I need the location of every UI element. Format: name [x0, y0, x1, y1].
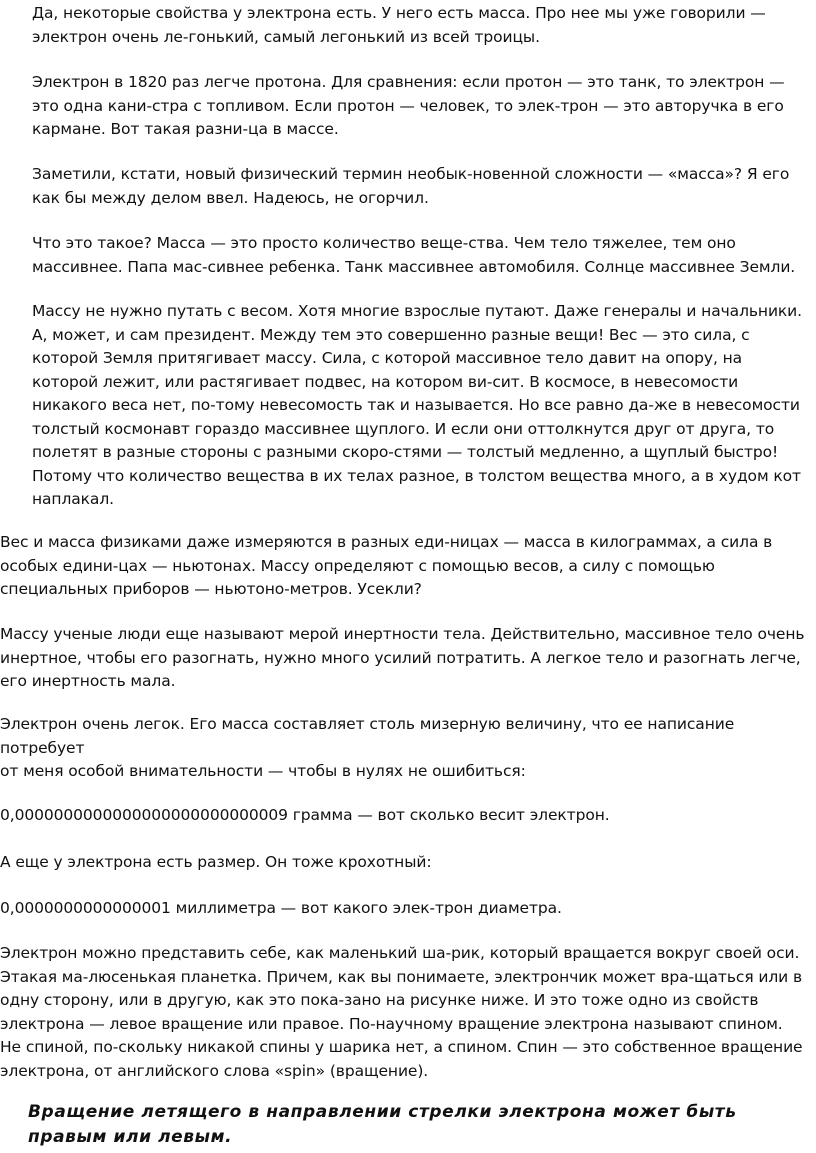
paragraph-mass-term: [32, 163, 792, 210]
paragraph-electron-mass-value: [0, 804, 790, 828]
text-line: полетят в разные стороны с разными скоро-стями — толстый медленно, а щуплый быстро!: [32, 443, 779, 461]
text-line: как бы между делом ввел. Надеюсь, не огорчил.: [32, 188, 429, 207]
text-line: специальных приборов — ньютоно-метров. Усекли?: [0, 580, 422, 598]
text-line: никакого веса нет, по-тому невесомость так и называется. Но все равно да-же в невесомости: [32, 396, 800, 414]
paragraph-proton-comparison: [32, 71, 792, 142]
text-line: Что это такое? Масса — это просто количество веще-ства. Чем тело тяжелее, тем оно: [32, 234, 736, 252]
text-line: Потому что количество вещества в их телах разное, в толстом вещества много, а в худом кот: [32, 466, 801, 485]
text-line: одну сторону, или в другую, как это пока-зано на рисунке ниже. И это тоже одно из свойств: [0, 991, 759, 1009]
paragraph-mass-vs-weight: [32, 300, 802, 512]
text-line: Этакая ма-люсенькая планетка. Причем, как вы понимаете, электрончик может вра-щаться или в: [0, 967, 802, 986]
text-line: Электрон очень легок. Его масса составляет столь мизерную величину, что ее написание: [0, 715, 735, 733]
text-line: это одна кани-стра с топливом. Если протон — человек, то элек-трон — это авторучка в его: [32, 96, 784, 115]
text-line: 0,0000000000000000000000000009 грамма — вот сколько весит электрон.: [0, 806, 610, 824]
text-line: электрон очень ле-гонький, самый легонький из всей троицы.: [32, 27, 540, 46]
paragraph-electron-diameter-value: [0, 897, 790, 921]
figure-caption: Вращение летящего в направлении стрелки электрона может быть правым или левым.: [28, 1102, 737, 1147]
text-line: 0,0000000000000001 миллиметра — вот какого элек-трон диаметра.: [0, 899, 562, 917]
paragraph-inertia: [0, 623, 805, 694]
text-line: Не спиной, по-скольку никакой спины у шарика нет, а спином. Спин — это собственное вращение: [0, 1038, 803, 1056]
text-line: Массу не нужно путать с весом. Хотя многие взрослые путают. Даже генералы и начальники.: [32, 302, 802, 320]
text-line: Электрон в 1820 раз легче протона. Для сравнения: если протон — это танк, то электрон —: [32, 73, 785, 91]
text-line: особых едини-цах — ньютонах. Массу определяют с помощью весов, а силу с помощью: [0, 556, 715, 575]
paragraph-mass-definition: [32, 232, 796, 279]
paragraph-electron-size: [0, 851, 790, 875]
text-line: Заметили, кстати, новый физический термин необык-новенной сложности — «масса»? Я его: [32, 165, 790, 183]
paragraph-spin: [0, 942, 803, 1083]
text-line: Да, некоторые свойства у электрона есть. У него есть масса. Про нее мы уже говорили —: [32, 4, 766, 22]
text-line: электрона — левое вращение или правое. По-научному вращение электрона называют спином.: [0, 1014, 783, 1033]
text-line: Вес и масса физиками даже измеряются в разных еди-ницах — масса в килограммах, а сила в: [0, 533, 773, 551]
text-line: А, может, и сам президент. Между тем это совершенно разные вещи! Вес — это сила, с: [32, 325, 750, 344]
paragraph-units: [0, 531, 790, 602]
text-line: А еще у электрона есть размер. Он тоже крохотный:: [0, 853, 432, 871]
text-line: Электрон можно представить себе, как маленький ша-рик, который вращается вокруг своей оси.: [0, 944, 800, 962]
text-line: инертное, чтобы его разогнать, нужно много усилий потратить. А легкое тело и разогнать легче,: [0, 648, 801, 667]
text-line: которой лежит, или растягивает подвес, на котором ви-сит. В космосе, в невесомости: [32, 372, 739, 391]
text-line: электрона, от английского слова «spin» (вращение).: [0, 1061, 429, 1080]
paragraph-electron-mass-intro: [32, 2, 792, 49]
paragraph-electron-light: [0, 713, 790, 784]
text-line: которой Земля притягивает массу. Сила, с которой массивное тело давит на опору, на: [32, 349, 743, 367]
text-line: его инертность мала.: [0, 672, 176, 690]
text-line: потребует: [0, 738, 85, 757]
text-line: массивнее. Папа мас-сивнее ребенка. Танк массивнее автомобиля. Солнце массивнее Земли.: [32, 257, 796, 276]
text-line: кармане. Вот такая разни-ца в массе.: [32, 120, 339, 138]
text-line: толстый космонавт гораздо массивнее щуплого. И если они оттолкнутся друг от друга, то: [32, 419, 775, 438]
text-line: наплакал.: [32, 490, 114, 508]
text-line: Массу ученые люди еще называют мерой инертности тела. Действительно, массивное тело очень: [0, 625, 805, 643]
text-line: от меня особой внимательности — чтобы в нулях не ошибиться:: [0, 762, 526, 780]
